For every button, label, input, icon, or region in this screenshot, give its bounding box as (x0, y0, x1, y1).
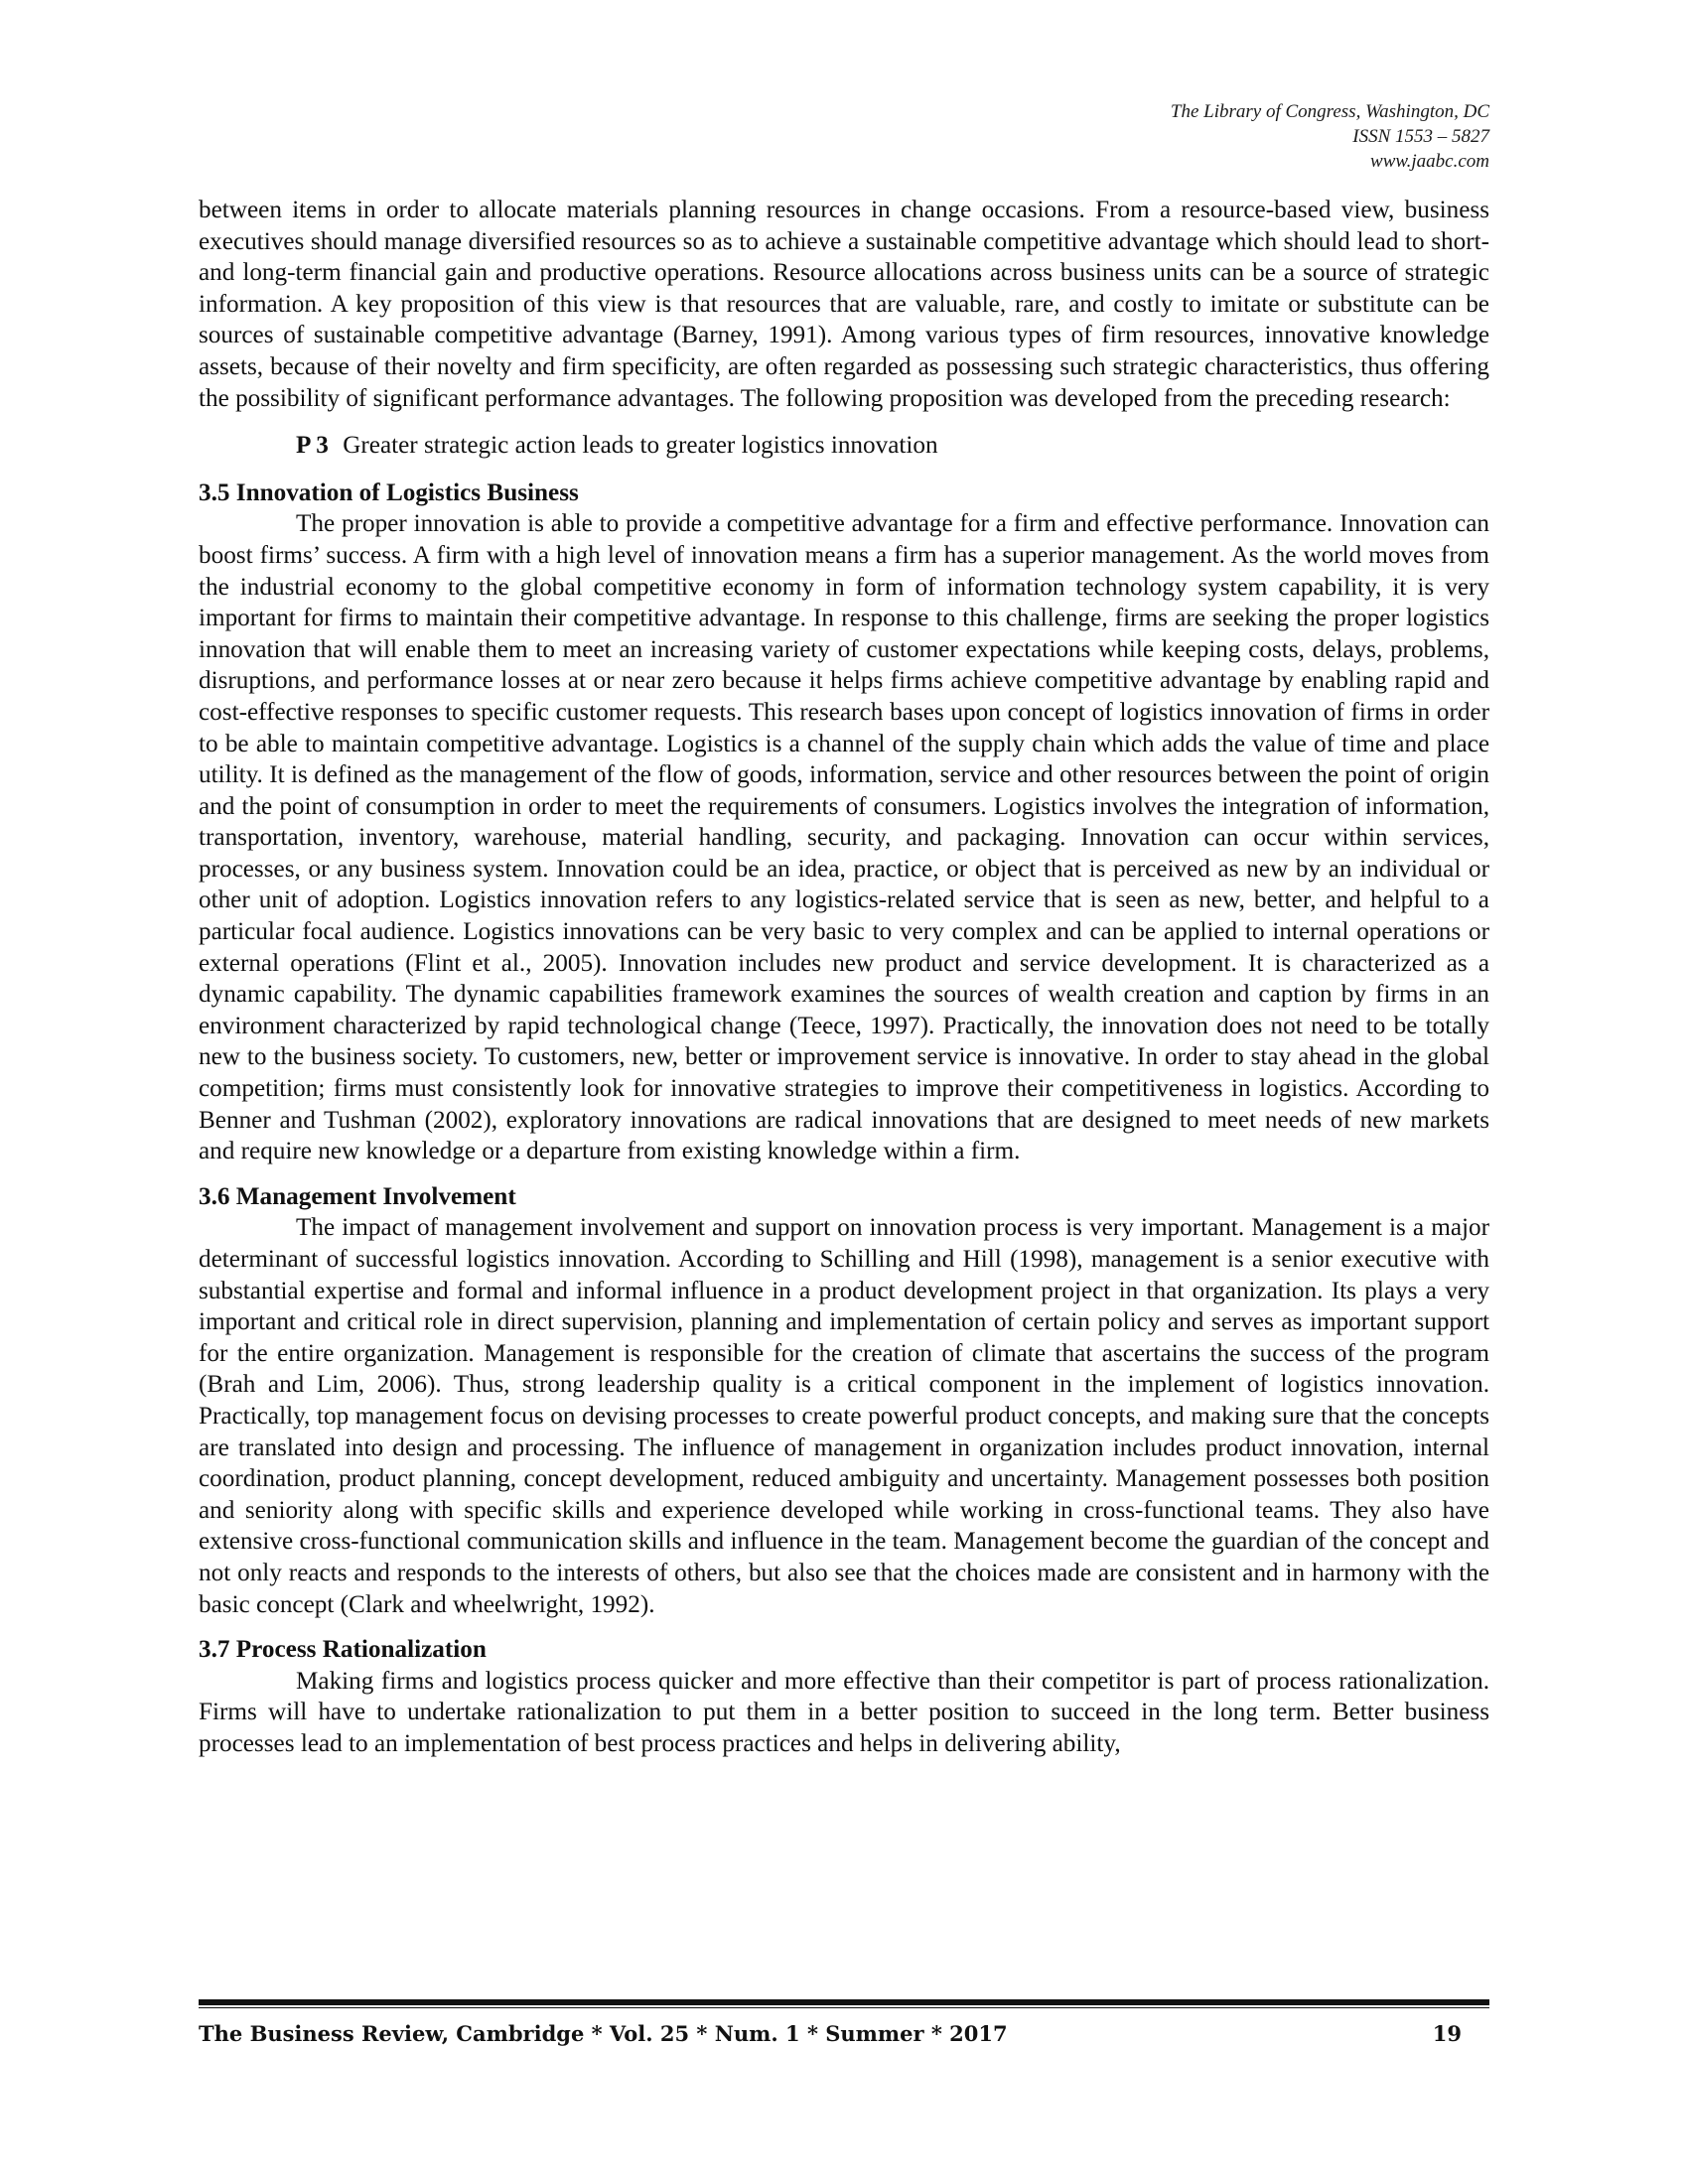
proposition-label: P 3 (296, 432, 329, 460)
journal-masthead (1171, 99, 1489, 174)
section-heading-3-5: 3.5 Innovation of Logistics Business (199, 478, 579, 506)
paragraph-3-5: The proper innovation is able to provide a competitive advantage for a firm and effective performance. Innovation can boost firms’ success. A firm with a high level of innovation means a firm has a superior management. As the world moves from the industrial economy to the global competitive economy in form of information technology system capability, it is very important for firms to maintain their competitive advantage. In response to this challenge, firms are seeking the proper logistics innovation that will enable them to meet an increasing variety of customer expectations while keeping costs, delays, problems, disruptions, and performance losses at or near zero because it helps firms achieve competitive advantage by enabling rapid and cost-effective responses to specific customer requests. This research bases upon concept of logistics innovation of firms in order to be able to maintain competitive advantage. Logistics is a channel of the supply chain which adds the value of time and place utility. It is defined as the management of the flow of goods, information, service and other resources between the point of origin and the point of consumption in order to meet the requirements of consumers. Logistics involves the integration of information, transportation, inventory, warehouse, material handling, security, and packaging. Innovation can occur within services, processes, or any business system. Innovation could be an idea, practice, or object that is perceived as new by an individual or other unit of adoption. Logistics innovation refers to any logistics-related service that is seen as new, better, and helpful to a particular focal audience. Logistics innovations can be very basic to very complex and can be applied to internal operations or external operations (Flint et al., 2005). Innovation includes new product and service development. It is characterized as a dynamic capability. The dynamic capabilities framework examines the sources of wealth creation and caption by firms in an environment characterized by rapid technological change (Teece, 1997). Practically, the innovation does not need to be totally new to the business society. To customers, new, better or improvement service is innovative. In order to stay ahead in the global competition; firms must consistently look for innovative strategies to improve their competitiveness in logistics. According to Benner and Tushman (2002), exploratory innovations are radical innovations that are designed to meet needs of new markets and require new knowledge or a departure from existing knowledge within a firm. (199, 510, 1489, 1165)
masthead-website: www.jaabc.com (1370, 151, 1489, 172)
paragraph-3-7: Making firms and logistics process quicker and more effective than their competitor is part of process rationalization. Firms will have to undertake rationalization to put them in a better position to succeed in the long term. Better business processes lead to an implementation of best process practices and helps in delivering ability, (199, 1667, 1489, 1757)
footer-journal-info: The Business Review, Cambridge * Vol. 25 * Num. 1 * Summer * 2017 (199, 2021, 1008, 2046)
footer-divider (199, 1999, 1489, 2008)
section-heading-3-7: 3.7 Process Rationalization (199, 1636, 487, 1664)
article-body (199, 195, 1489, 1760)
page-footer (199, 2019, 1489, 2049)
proposition (199, 430, 1489, 462)
section-heading-3-6: 3.6 Management Involvement (199, 1182, 516, 1210)
masthead-publisher: The Library of Congress, Washington, DC (1170, 101, 1489, 122)
paragraph-intro: between items in order to allocate materials planning resources in change occasions. From a resource-based view, business executives should manage diversified resources so as to achieve a sustainable competitive advantage which should lead to short- and long-term financial gain and productive operations. Resource allocations across business units can be a source of strategic information. A key proposition of this view is that resources that are valuable, rare, and costly to imitate or substitute can be sources of sustainable competitive advantage (Barney, 1991). Among various types of firm resources, innovative knowledge assets, because of their novelty and firm specificity, are often regarded as possessing such strategic characteristics, thus offering the possibility of significant performance advantages. The following proposition was developed from the preceding research: (199, 197, 1489, 412)
paragraph-3-6: The impact of management involvement and support on innovation process is very important. Management is a major determinant of successful logistics innovation. According to Schilling and Hill (1998), management is a senior executive with substantial expertise and formal and informal influence in a product development project in that organization. Its plays a very important and critical role in direct supervision, planning and implementation of certain policy and serves as important support for the entire organization. Management is responsible for the creation of climate that ascertains the success of the program (Brah and Lim, 2006). Thus, strong leadership quality is a critical component in the implement of logistics innovation. Practically, top management focus on devising processes to create powerful product concepts, and making sure that the concepts are translated into design and processing. The influence of management in organization includes product innovation, internal coordination, product planning, concept development, reduced ambiguity and uncertainty. Management possesses both position and seniority along with specific skills and experience developed while working in cross-functional teams. They also have extensive cross-functional communication skills and influence in the team. Management become the guardian of the concept and not only reacts and responds to the interests of others, but also see that the choices made are consistent and in harmony with the basic concept (Clark and wheelwright, 1992). (199, 1214, 1489, 1618)
masthead-issn: ISSN 1553 – 5827 (1352, 126, 1489, 147)
proposition-text: Greater strategic action leads to greater logistics innovation (343, 432, 938, 460)
page-number: 19 (1432, 2021, 1462, 2046)
